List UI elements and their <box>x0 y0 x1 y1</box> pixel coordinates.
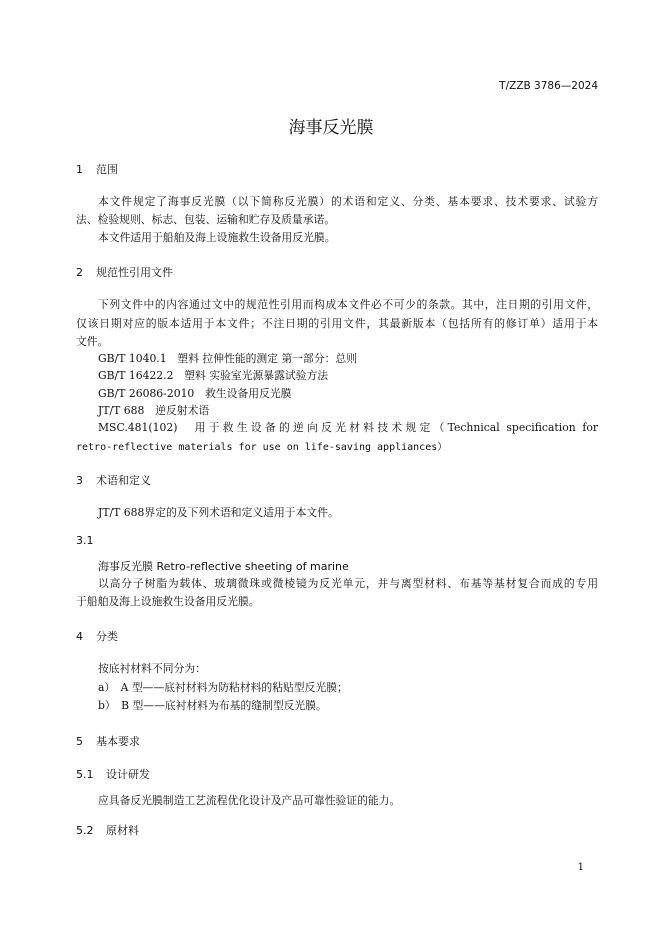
s4-p1: 按底衬材料不同分为： <box>98 662 206 675</box>
s3-p1: JT/T 688界定的及下列术语和定义适用于本文件。 <box>98 506 339 519</box>
standard-number: T/ZZB 3786—2024 <box>499 80 598 92</box>
section-number: 5 <box>76 735 83 748</box>
ref-msc-line1: MSC.481(102) 用于救生设备的逆向反光材料技术规定（Technical specification for <box>98 421 598 434</box>
section-1-heading <box>76 161 118 177</box>
ref-msc-line2: retro-reflective materials for use on life-saving appliances） <box>76 442 448 453</box>
section-5-1-heading <box>76 766 150 782</box>
s1-p2: 本文件适用于船舶及海上设施救生设备用反光膜。 <box>98 231 336 244</box>
ref-item: GB/T 1040.1 塑料 拉伸性能的测定 第一部分：总则 <box>98 352 358 365</box>
section-5-heading <box>76 733 140 749</box>
ref-item: JT/T 688 逆反射术语 <box>98 404 210 417</box>
document-title: 海事反光膜 <box>288 118 374 138</box>
ref-item: GB/T 26086-2010 救生设备用反光膜 <box>98 387 292 400</box>
s2-p1-line3: 文件。 <box>76 335 109 348</box>
s2-p1-line2: 仅该日期对应的版本适用于本文件；不注日期的引用文件，其最新版本（包括所有的修订单）适用于本 <box>76 317 598 330</box>
s1-p1-line1: 本文件规定了海事反光膜（以下简称反光膜）的术语和定义、分类、基本要求、技术要求、试验方 <box>98 195 598 208</box>
section-title: 规范性引用文件 <box>96 266 173 279</box>
term-def-line2: 于船舶及海上设施救生设备用反光膜。 <box>76 595 260 608</box>
term-def-line1: 以高分子树脂为载体、玻璃微珠或微棱镜为反光单元，并与离型材料、布基等基材复合而成的专用 <box>98 577 598 590</box>
term-heading: 海事反光膜 Retro-reflective sheeting of marine <box>98 560 349 573</box>
section-title: 术语和定义 <box>96 474 151 487</box>
s51-p: 应具备反光膜制造工艺流程优化设计及产品可靠性验证的能力。 <box>98 794 401 807</box>
section-2-heading <box>76 264 173 280</box>
section-4-heading <box>76 628 118 644</box>
term-number: 3.1 <box>76 534 94 547</box>
section-number: 1 <box>76 163 83 176</box>
section-number: 5.2 <box>76 824 94 837</box>
section-title: 基本要求 <box>96 735 140 748</box>
ref-item: GB/T 16422.2 塑料 实验室光源暴露试验方法 <box>98 369 329 382</box>
section-title: 设计研发 <box>106 768 150 781</box>
list-item: a） A 型——底衬材料为防粘材料的粘贴型反光膜； <box>98 681 348 694</box>
section-title: 分类 <box>96 630 118 643</box>
section-title: 原材料 <box>106 824 139 837</box>
section-title: 范围 <box>96 163 118 176</box>
s2-p1-line1: 下列文件中的内容通过文中的规范性引用而构成本文件必不可少的条款。其中，注日期的引用文件， <box>98 298 598 311</box>
list-item: b） B 型——底衬材料为布基的缝制型反光膜。 <box>98 699 327 712</box>
s1-p1-line2: 法、检验规则、标志、包装、运输和贮存及质量承诺。 <box>76 213 336 226</box>
section-5-2-heading <box>76 822 139 838</box>
section-number: 5.1 <box>76 768 94 781</box>
section-number: 4 <box>76 630 83 643</box>
page-number: 1 <box>577 862 584 873</box>
section-3-heading <box>76 472 151 488</box>
section-number: 2 <box>76 266 83 279</box>
section-number: 3 <box>76 474 83 487</box>
